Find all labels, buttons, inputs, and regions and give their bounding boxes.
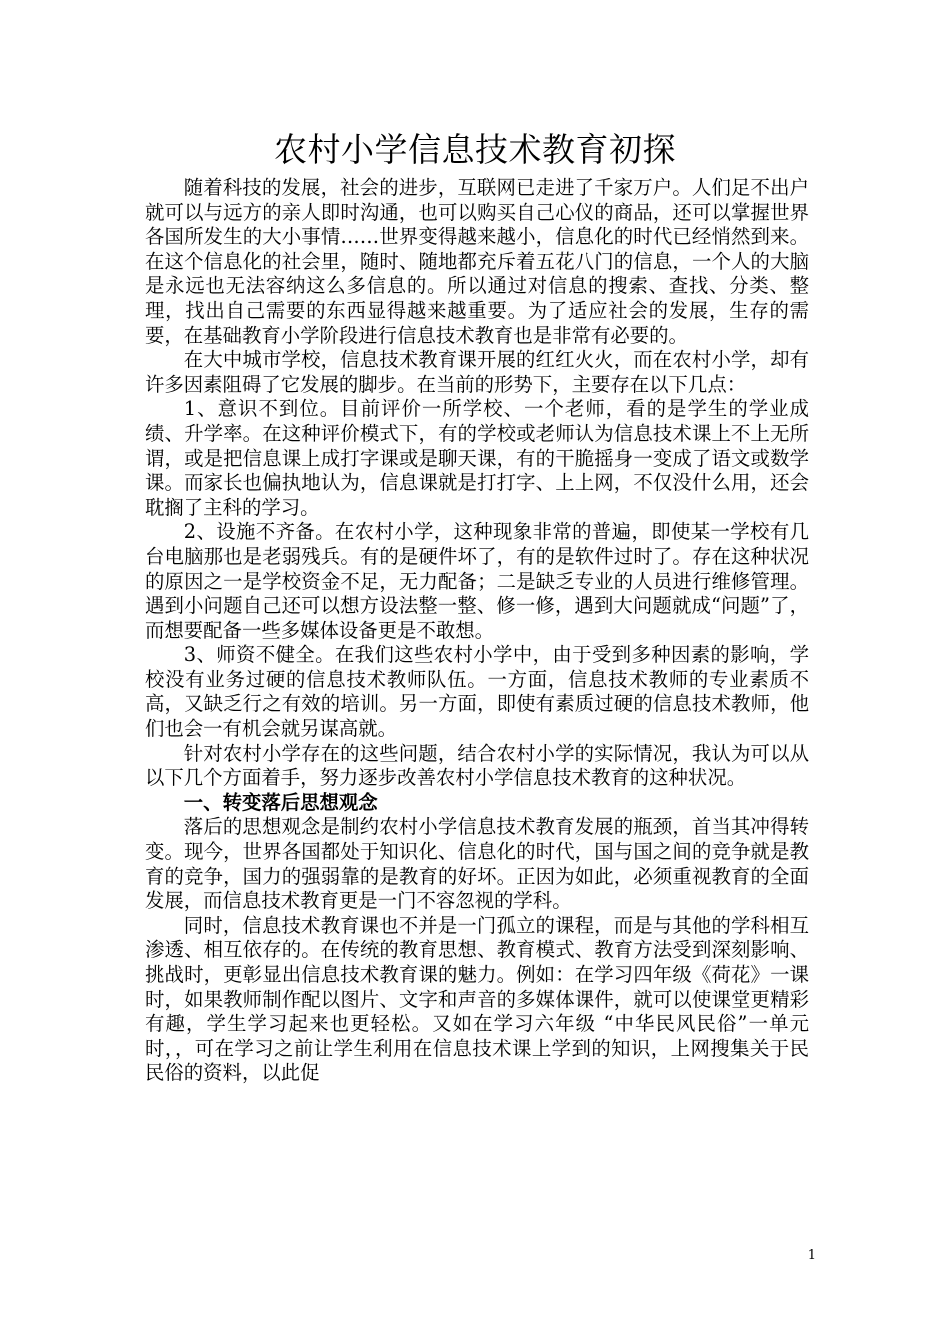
document-title: 农村小学信息技术教育初探	[274, 130, 676, 169]
problem-2-paragraph: 2、设施不齐备。在农村小学，这种现象非常的普遍，即使某一学校有几台电脑那也是老弱残兵。有的是硬件坏了，有的是软件过时了。存在这种状况的原因之一是学校资金不足，无力配备；二是缺乏专业的人员进行维修管理。遇到小问题自己还可以想方设法整一整、修一修，遇到大问题就成“问题”了，而想要配备一些多媒体设备更是不敢想。	[145, 520, 809, 642]
intro-paragraph: 随着科技的发展，社会的进步，互联网已走进了千家万户。人们足不出户就可以与远方的亲人即时沟通，也可以购买自己心仪的商品，还可以掌握世界各国所发生的大小事情……世界变得越来越小，信息化的时代已经悄然到来。在这个信息化的社会里，随时、随地都充斥着五花八门的信息，一个人的大脑是永远也无法容纳这么多信息的。所以通过对信息的搜索、查找、分类、整理，找出自己需要的东西显得越来越重要。为了适应社会的发展，生存的需要，在基础教育小学阶段进行信息技术教育也是非常有必要的。	[145, 176, 809, 347]
section-paragraph-2: 同时，信息技术教育课也不并是一门孤立的课程，而是与其他的学科相互渗透、相互依存的。在传统的教育思想、教育模式、教育方法受到深刻影响、挑战时，更彰显出信息技术教育课的魅力。例如：在学习四年级《荷花》一课时，如果教师制作配以图片、文字和声音的多媒体课件，就可以使课堂更精彩有趣，学生学习起来也更轻松。又如在学习六年级 “中华民风民俗”一单元时，，可在学习之前让学生利用在信息技术课上学到的知识，上网搜集关于民民俗的资料，以此促	[145, 913, 809, 1085]
problem-3-paragraph: 3、师资不健全。在我们这些农村小学中，由于受到多种因素的影响，学校没有业务过硬的信息技术教师队伍。一方面，信息技术教师的专业素质不高，又缺乏行之有效的培训。另一方面，即使有素质过硬的信息技术教师，他们也会一有机会就另谋高就。	[145, 643, 809, 741]
section-paragraph-1: 落后的思想观念是制约农村小学信息技术教育发展的瓶颈，首当其冲得转变。现今，世界各国都处于知识化、信息化的时代，国与国之间的竞争就是教育的竞争，国力的强弱靠的是教育的好坏。正因为如此，必须重视教育的全面发展，而信息技术教育更是一门不容忽视的学科。	[145, 815, 809, 913]
solutions-intro-paragraph: 针对农村小学存在的这些问题，结合农村小学的实际情况，我认为可以从以下几个方面着手，努力逐步改善农村小学信息技术教育的这种状况。	[145, 741, 809, 790]
problem-1-paragraph: 1、意识不到位。目前评价一所学校、一个老师，看的是学生的学业成绩、升学率。在这种评价模式下，有的学校或老师认为信息技术课上不上无所谓，或是把信息课上成打字课或是聊天课，有的干脆摇身一变成了语文或数学课。而家长也偏执地认为，信息课就是打打字、上上网，不仅没什么用，还会耽搁了主科的学习。	[145, 397, 809, 519]
section-heading: 一、转变落后思想观念	[183, 790, 378, 814]
document-body	[145, 176, 809, 1086]
page-number: 1	[807, 1248, 816, 1263]
problems-intro-paragraph: 在大中城市学校，信息技术教育课开展的红红火火，而在农村小学，却有许多因素阻碍了它发展的脚步。在当前的形势下，主要存在以下几点：	[145, 348, 809, 396]
